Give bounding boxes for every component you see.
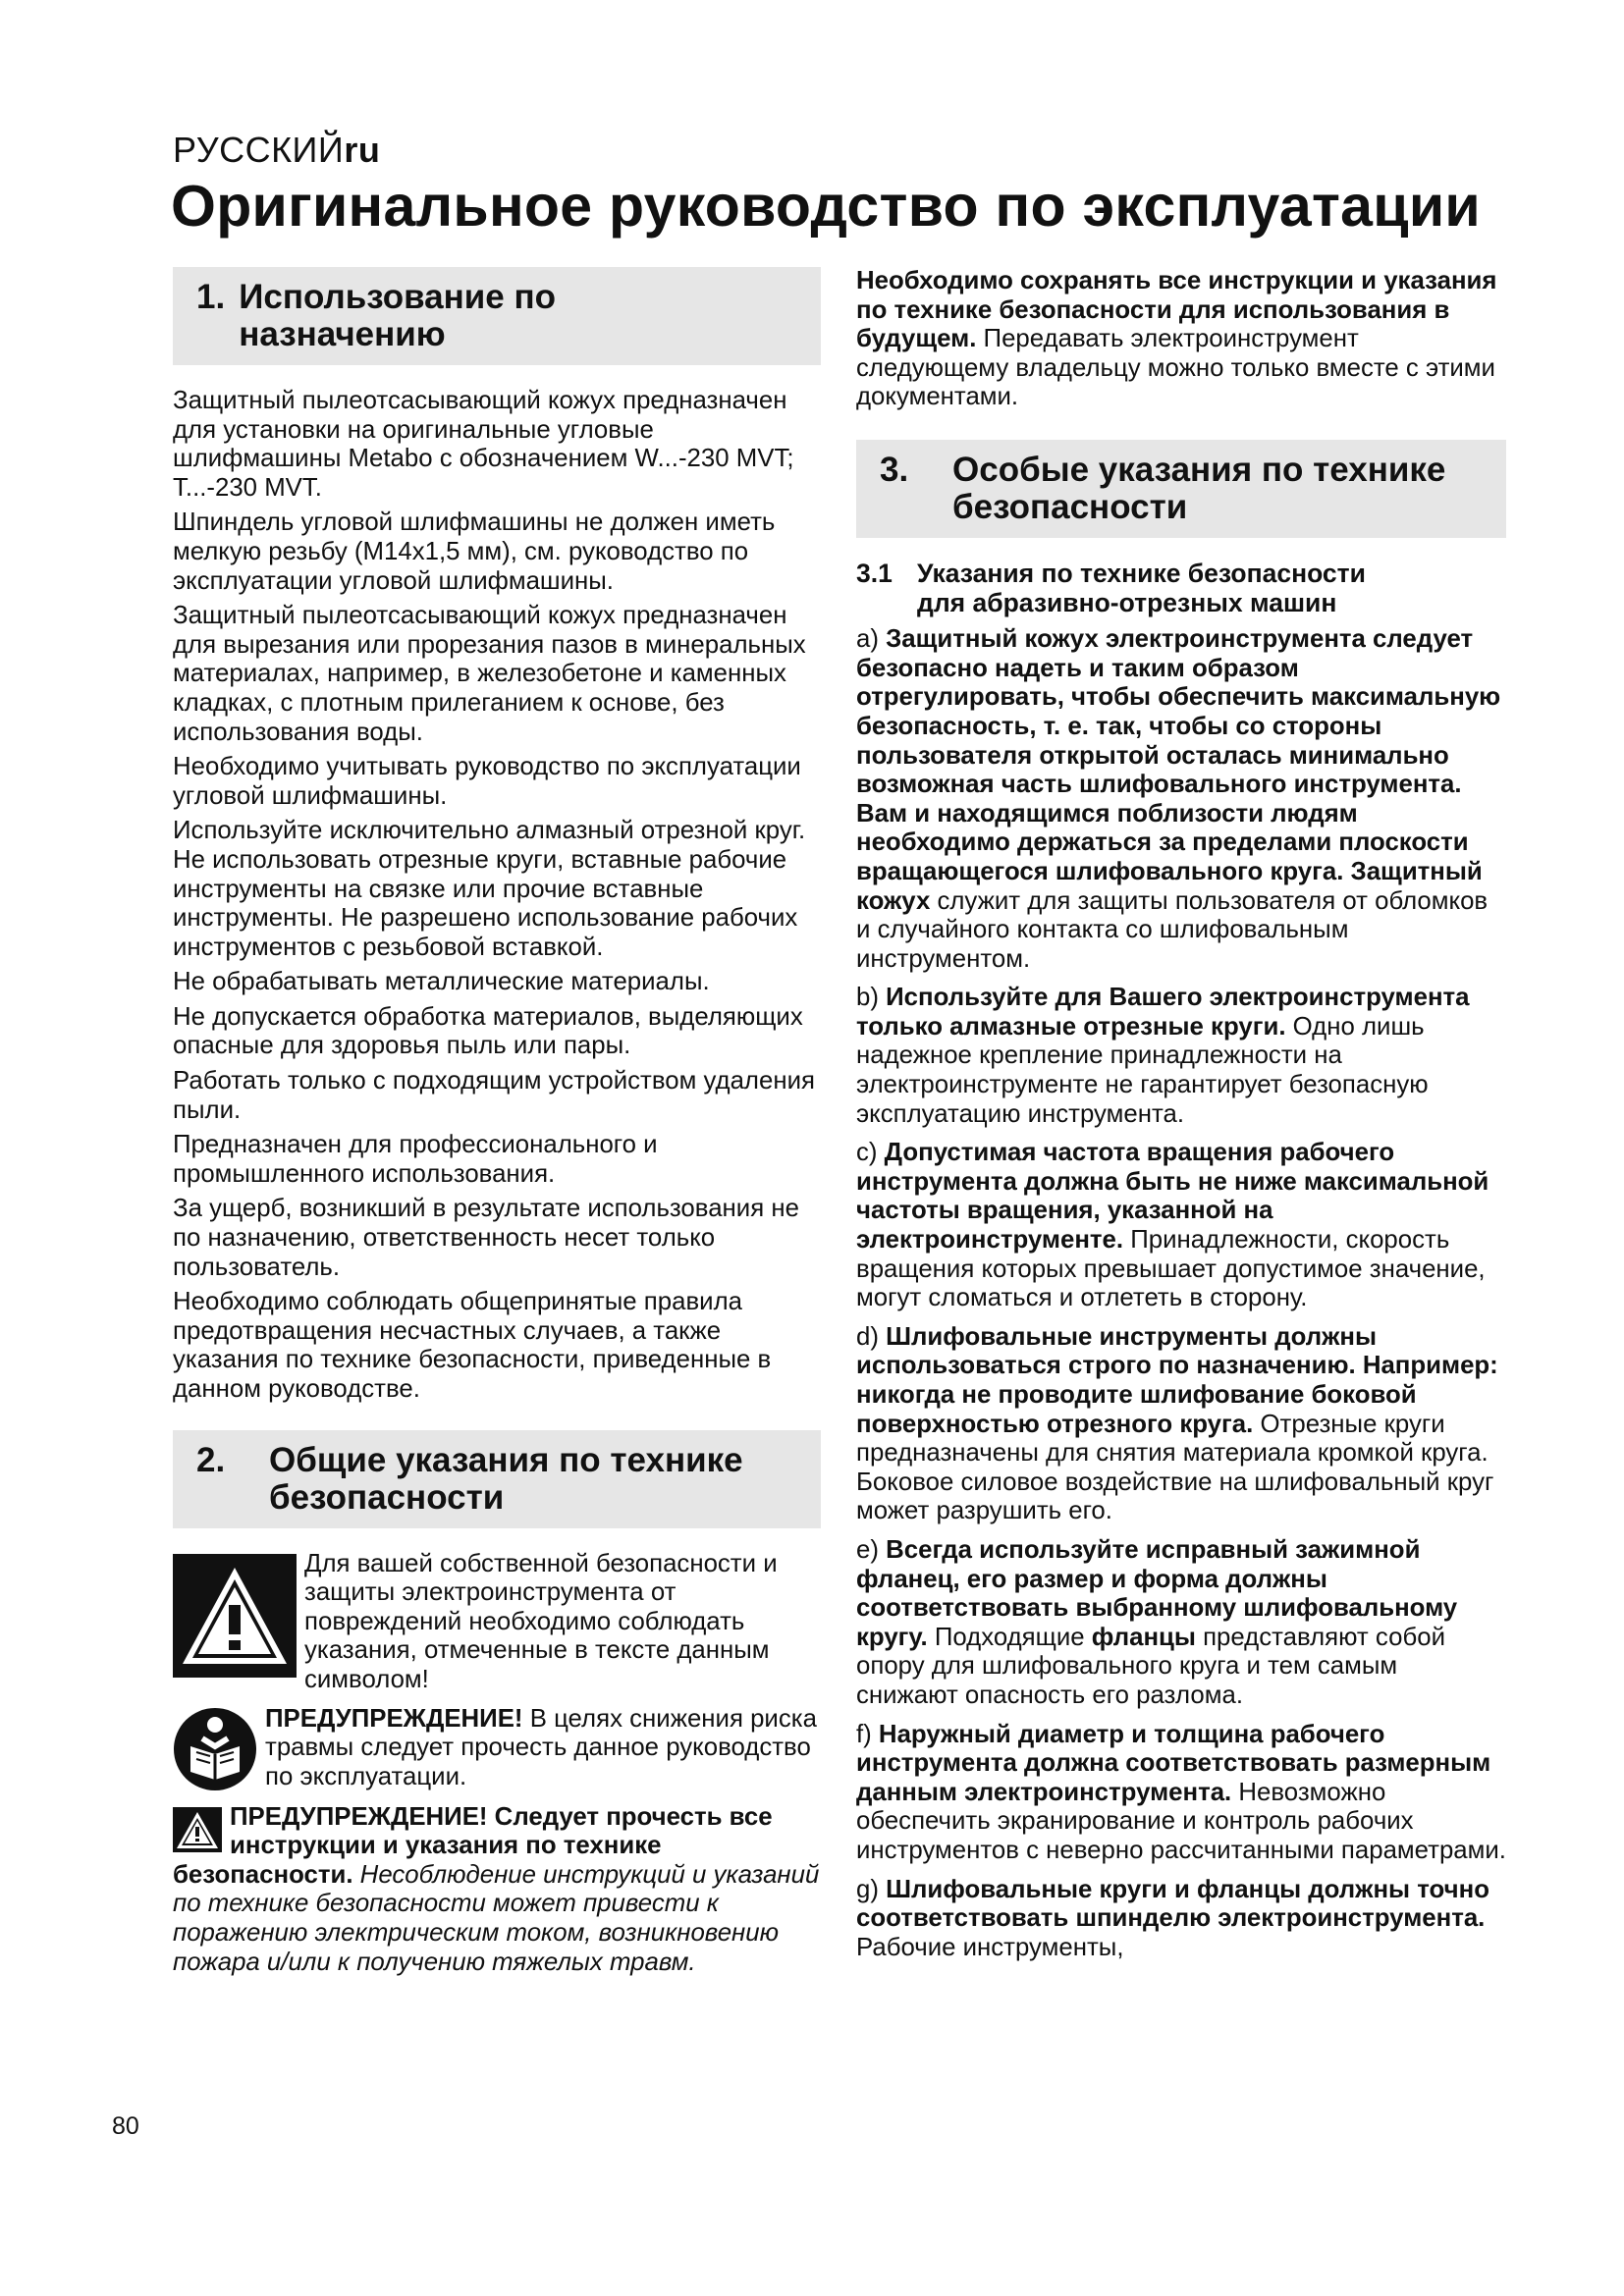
section-number: 1. [196,278,226,316]
paragraph: Защитный пылеотсасывающий кожух предназначен для вырезания или прорезания пазов в минеральных материалах, например, в железобетоне и каменных кладках, с плотным прилеганием к основе, без использования воды. [173,602,806,746]
safety-item-g: g) Шлифовальные круги и фланцы должны точно соответствовать шпинделю электроинструмента. Рабочие инструменты, [856,1875,1489,1961]
subsection-3-1-heading [856,560,1506,617]
paragraph: Используйте исключительно алмазный отрезной круг. Не использовать отрезные круги, вставные рабочие инструменты на связке или прочие вставные инструменты. Не разрешено использование рабочих инструментов с резьбовой вставкой. [173,817,806,961]
general-warning: ПРЕДУПРЕЖДЕНИЕ! Следует прочесть все инструкции и указания по технике безопасности. Несоблюдение инструкций и указаний по технике безопасности может привести к поражению электрическим током, возникновению пожара и/или к получению тяжелых травм. [173,1802,820,1976]
section-title: Использование по назначению [239,278,557,353]
language-label [173,130,380,171]
subsection-number: 3.1 [856,558,893,588]
left-column [173,267,821,1977]
language-name: РУССКИЙ [173,130,345,170]
language-code: ru [344,130,381,170]
safety-symbol-text: Для вашей собственной безопасности и защиты электроинструмента от повреждений необходимо соблюдать указания, отмеченные в тексте данным символом! [304,1549,778,1693]
document-title: Оригинальное руководство по эксплуатации [171,174,1481,239]
paragraph: Необходимо учитывать руководство по эксплуатации угловой шлифмашины. [173,753,801,810]
warning-triangle-icon [173,1807,222,1852]
paragraph: Шпиндель угловой шлифмашины не должен иметь мелкую резьбу (M14x1,5 мм), см. руководство по эксплуатации угловой шлифмашины. [173,508,776,595]
safety-item-f: f) Наружный диаметр и толщина рабочего инструмента должна соответствовать размерным данным электроинструмента. Невозможно обеспечить экранирование и контроль рабочих инструментов с неверно рассчитанными параметрами. [856,1720,1506,1864]
read-manual-warning: ПРЕДУПРЕЖДЕНИЕ! В целях снижения риска травмы следует прочесть данное руководство по эксплуатации. [173,1705,821,1793]
section-number: 3. [880,450,909,489]
section-3-heading [856,440,1506,538]
paragraph: Не допускается обработка материалов, выделяющих опасные для здоровья пыль или пары. [173,1002,803,1060]
paragraph: Работать только с подходящим устройством удаления пыли. [173,1067,815,1124]
paragraph: Предназначен для профессионального и промышленного использования. [173,1131,658,1188]
right-column [856,267,1506,1968]
safety-symbol-note [173,1550,821,1695]
safety-item-d: d) Шлифовальные инструменты должны использоваться строго по назначению. Например: никогда не проводите шлифование боковой поверхностью отрезного круга. Отрезные круги предназначены для снятия материала кромкой круга. Боковое силовое воздействие на шлифовальный круг может разрушить его. [856,1322,1498,1525]
paragraph: Защитный пылеотсасывающий кожух предназначен для установки на оригинальные угловые шлифмашины Metabo с обозначением W...-230 MVT; T...-230 MVT. [173,387,794,502]
safety-item-b: b) Используйте для Вашего электроинструмента только алмазные отрезные круги. Одно лишь надежное крепление принадлежности на электроинструменте не гарантирует безопасную эксплуатацию инструмента. [856,984,1470,1128]
paragraph: Не обрабатывать металлические материалы. [173,968,710,996]
warning-triangle-icon [173,1554,297,1678]
section-title: Общие указания по технике безопасности [269,1440,743,1517]
section-1-heading [173,267,821,365]
paragraph: Необходимо сохранять все инструкции и указания по технике безопасности для использования в будущем. Передавать электроинструмент следующему владельцу можно только вместе с этими документами. [856,267,1497,411]
section-2-heading [173,1430,821,1528]
paragraph: За ущерб, возникший в результате использования не по назначению, ответственность несет только пользователь. [173,1195,799,1281]
safety-item-a: a) Защитный кожух электроинструмента следует безопасно надеть и таким образом отрегулировать, чтобы обеспечить максимальную безопасность, т. е. так, чтобы со стороны пользователя открытой осталась минимально возможная часть шлифовального инструмента. Вам и находящимся поблизости людям необходимо держаться за пределами плоскости вращающегося шлифовального круга. Защитный кожух служит для защиты пользователя от обломков и случайного контакта со шлифовальным инструментом. [856,625,1501,973]
page-number: 80 [112,2112,139,2140]
safety-item-c: c) Допустимая частота вращения рабочего инструмента должна быть не ниже максимальной частоты вращения, указанной на электроинструменте. Принадлежности, скорость вращения которых превышает допустимое значение, могут сломаться и отлететь в сторону. [856,1139,1489,1312]
paragraph: Необходимо соблюдать общепринятые правила предотвращения несчастных случаев, а также указания по технике безопасности, приведенные в данном руководстве. [173,1288,772,1403]
safety-item-e: e) Всегда используйте исправный зажимной фланец, его размер и форма должны соответствовать выбранному шлифовальному кругу. Подходящие фланцы представляют собой опору для шлифовального круга и тем самым снижают опасность его разлома. [856,1535,1458,1709]
subsection-title: Указания по технике безопасности для абразивно-отрезных машин [917,558,1366,617]
section-number: 2. [196,1440,226,1479]
read-manual-icon [173,1707,257,1791]
section-title: Особые указания по технике безопасности [952,450,1446,526]
